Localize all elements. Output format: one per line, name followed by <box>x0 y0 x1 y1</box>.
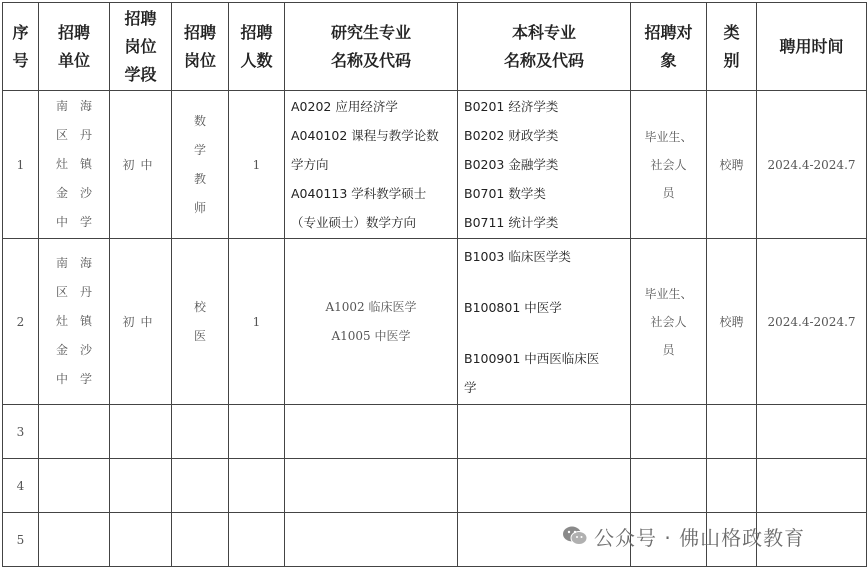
header-stage: 招聘 岗位 学段 <box>110 3 172 91</box>
cell-period: 2024.4-2024.7 <box>757 239 867 405</box>
cell-post: 数 学 教 师 <box>172 91 229 239</box>
cell-grad-major: A1002 临床医学 A1005 中医学 <box>285 239 458 405</box>
cell-period: 2024.4-2024.7 <box>757 91 867 239</box>
watermark-text: 公众号 · 佛山格政教育 <box>594 525 806 550</box>
cell-ug-major: B1003 临床医学类 B100801 中医学 B100901 中西医临床医 学 <box>458 239 631 405</box>
cell-grad-major: A0202 应用经济学 A040102 课程与教学论数 学方向 A040113 学科教学硕士 （专业硕士）数学方向 <box>285 91 458 239</box>
header-count: 招聘 人数 <box>229 3 285 91</box>
cell-unit: 南 海 区 丹 灶 镇 金 沙 中 学 <box>39 239 110 405</box>
header-no: 序 号 <box>3 3 39 91</box>
cell-count: 1 <box>229 91 285 239</box>
table-row <box>3 459 867 513</box>
cell-stage: 初中 <box>110 239 172 405</box>
cell-ug-major: B0201 经济学类 B0202 财政学类 B0203 金融学类 B0701 数学类 B0711 统计学类 <box>458 91 631 239</box>
cell-stage: 初中 <box>110 91 172 239</box>
header-grad-major: 研究生专业 名称及代码 <box>285 3 458 91</box>
cell-unit: 南 海 区 丹 灶 镇 金 沙 中 学 <box>39 91 110 239</box>
header-row <box>3 3 867 91</box>
header-unit: 招聘 单位 <box>39 3 110 91</box>
table-row <box>3 91 867 239</box>
table-row <box>3 239 867 405</box>
header-period: 聘用时间 <box>757 3 867 91</box>
header-post: 招聘 岗位 <box>172 3 229 91</box>
cell-no: 5 <box>3 513 39 567</box>
cell-post: 校 医 <box>172 239 229 405</box>
cell-count: 1 <box>229 239 285 405</box>
header-ug-major: 本科专业 名称及代码 <box>458 3 631 91</box>
cell-category: 校聘 <box>707 239 757 405</box>
header-category: 类 别 <box>707 3 757 91</box>
table-row <box>3 405 867 459</box>
cell-target: 毕业生、 社会人 员 <box>631 91 707 239</box>
cell-no: 3 <box>3 405 39 459</box>
cell-category: 校聘 <box>707 91 757 239</box>
cell-target: 毕业生、 社会人 员 <box>631 239 707 405</box>
watermark <box>562 521 805 551</box>
cell-no: 2 <box>3 239 39 405</box>
cell-no: 4 <box>3 459 39 513</box>
cell-no: 1 <box>3 91 39 239</box>
wechat-icon <box>562 525 588 547</box>
header-target: 招聘对 象 <box>631 3 707 91</box>
recruitment-table <box>2 2 867 567</box>
